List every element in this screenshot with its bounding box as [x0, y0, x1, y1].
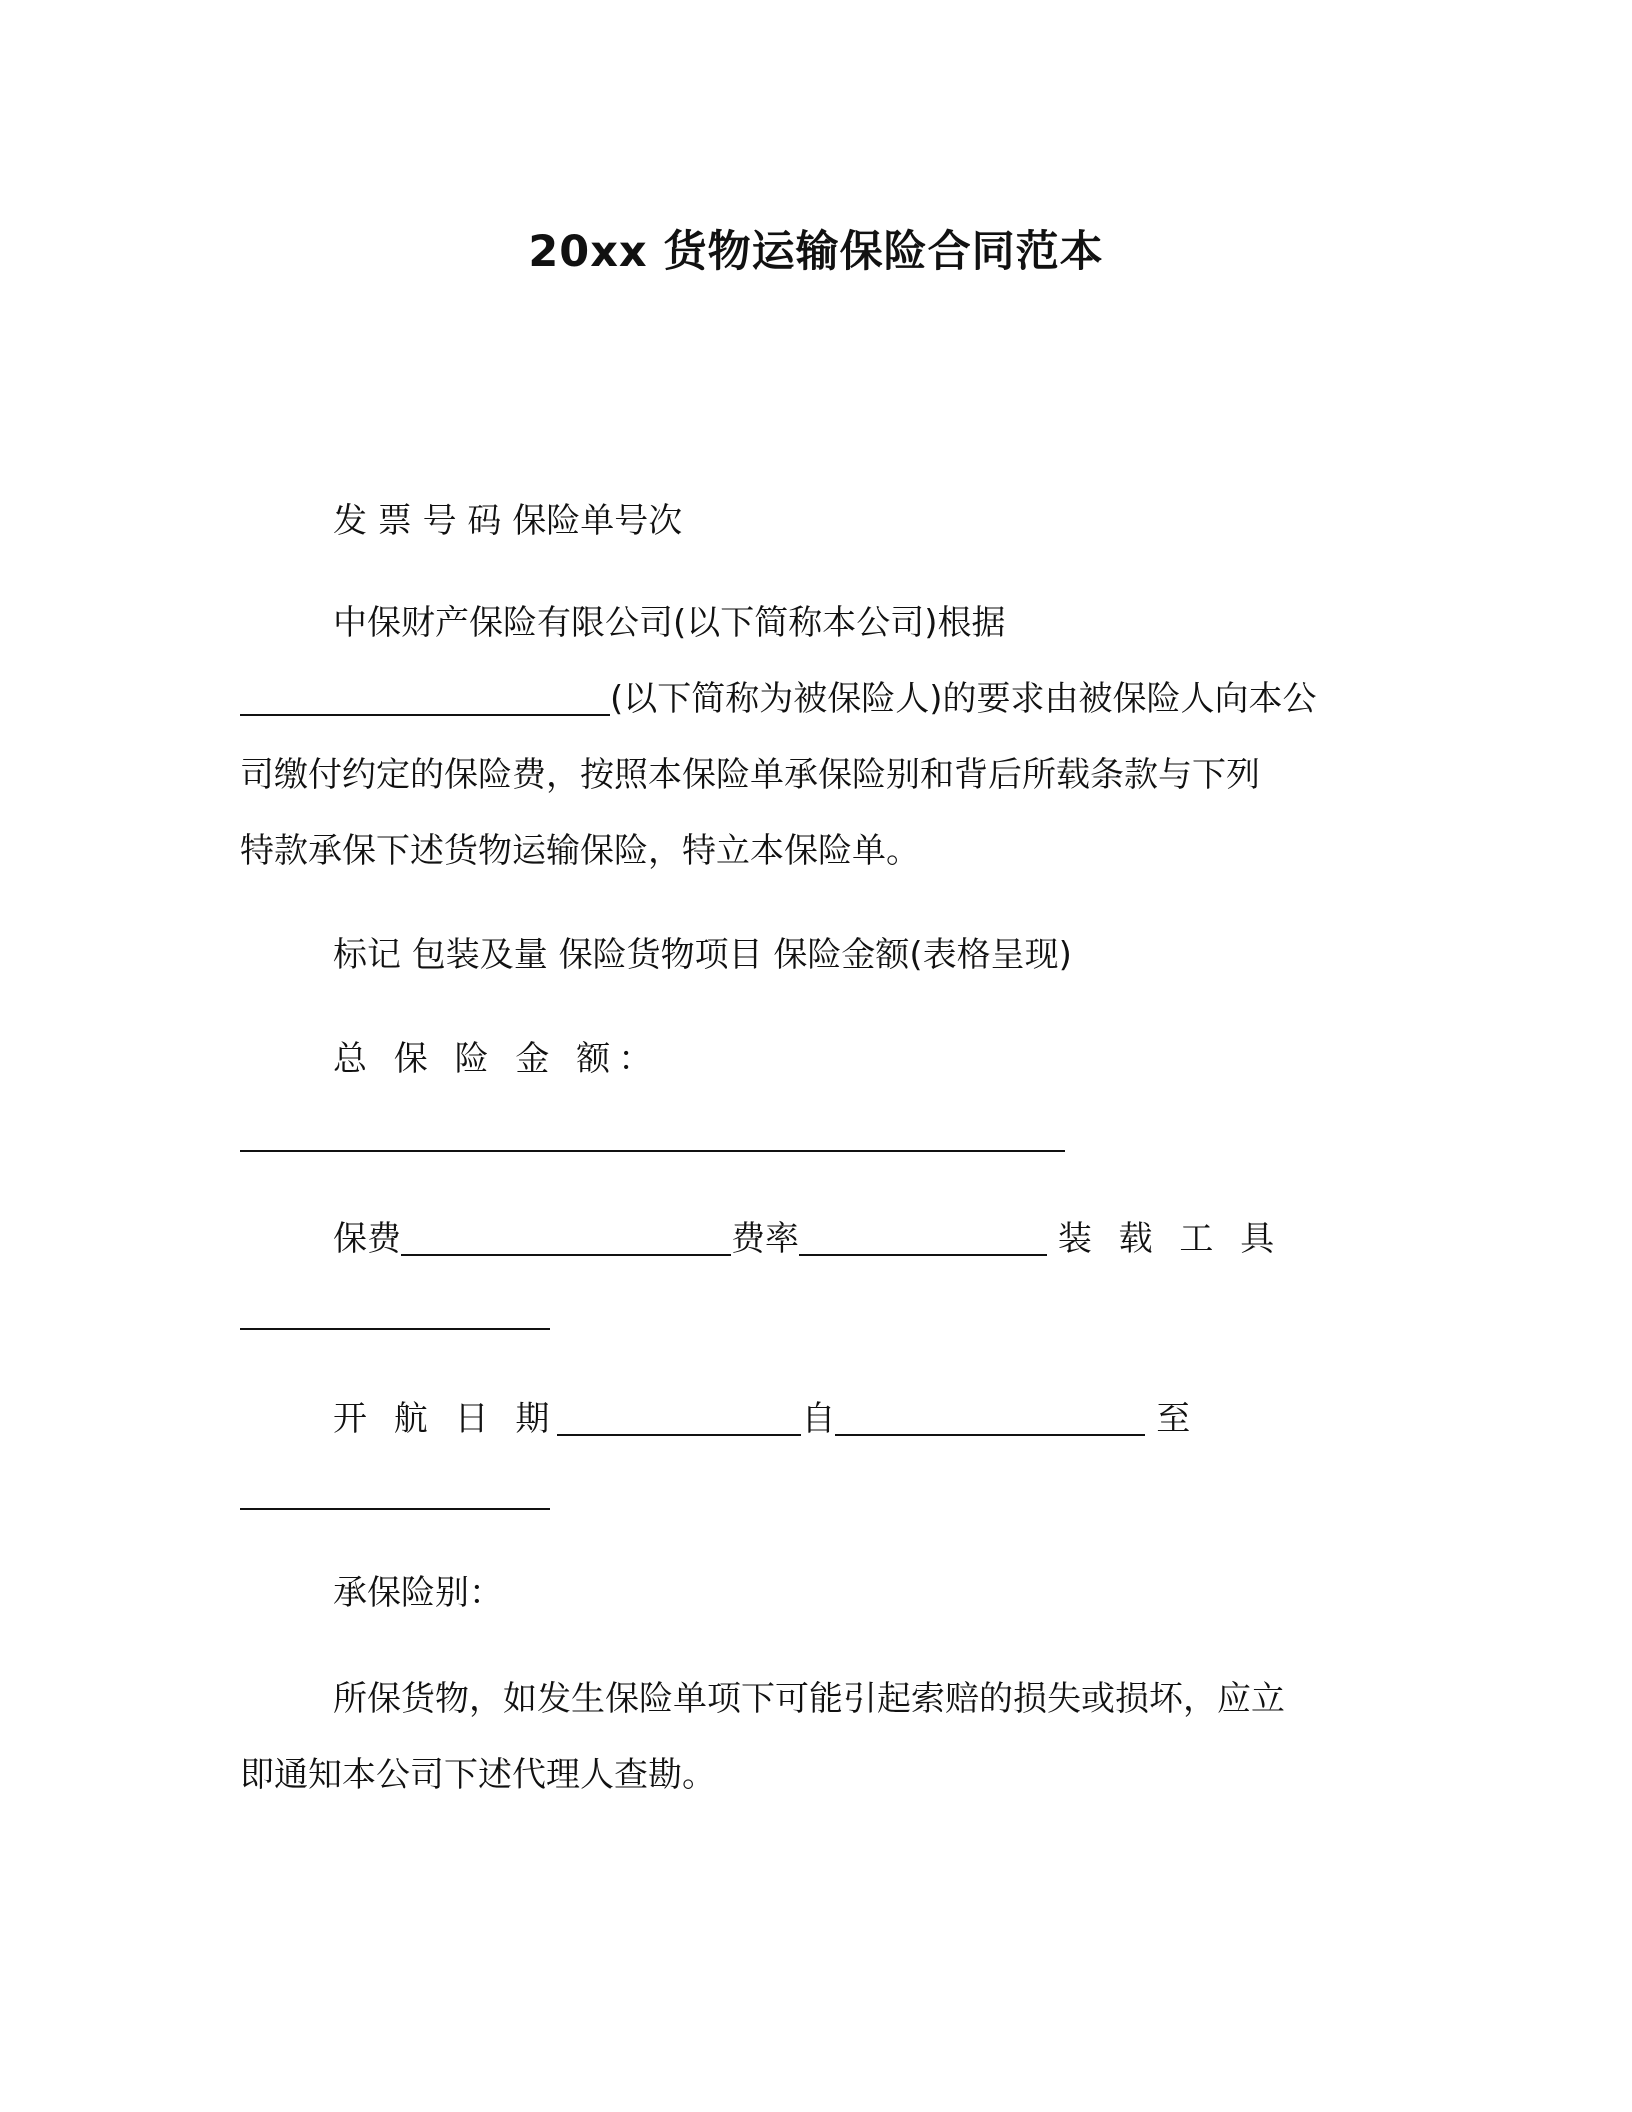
document-title: 20xx 货物运输保险合同范本 — [528, 227, 1104, 277]
coverage-label: 承保险别： — [333, 1573, 503, 1613]
insured-name-blank[interactable] — [240, 678, 610, 716]
intro-line-3: 司缴付约定的保险费，按照本保险单承保险别和背后所载条款与下列 — [240, 755, 1260, 795]
from-blank[interactable] — [835, 1398, 1145, 1436]
departure-date-label: 开 航 日 期 — [333, 1399, 558, 1439]
to-blank[interactable] — [240, 1508, 550, 1510]
departure-line — [333, 1396, 1190, 1442]
premium-blank[interactable] — [401, 1218, 731, 1256]
from-label: 自 — [801, 1399, 836, 1439]
rate-blank[interactable] — [799, 1218, 1047, 1256]
total-amount-blank[interactable] — [240, 1150, 1065, 1152]
rate-label: 费率 — [731, 1219, 799, 1259]
intro-line-4: 特款承保下述货物运输保险，特立本保险单。 — [240, 831, 920, 871]
intro-line-2-text: (以下简称为被保险人)的要求由被保险人向本公 — [610, 679, 1317, 719]
total-amount-label: 总 保 险 金 额： — [333, 1039, 661, 1079]
intro-line-1: 中保财产保险有限公司(以下简称本公司)根据 — [333, 603, 1006, 643]
vehicle-label: 装 载 工 具 — [1057, 1219, 1283, 1259]
notice-line-2: 即通知本公司下述代理人查勘。 — [240, 1755, 716, 1795]
cargo-table-header: 标记 包装及量 保险货物项目 保险金额(表格呈现) — [333, 935, 1072, 975]
invoice-number-line: 发 票 号 码 保险单号次 — [333, 501, 683, 541]
premium-label: 保费 — [333, 1219, 401, 1259]
premium-line — [333, 1216, 1282, 1262]
intro-line-2 — [240, 676, 1317, 722]
departure-date-blank[interactable] — [557, 1398, 801, 1436]
to-label: 至 — [1156, 1399, 1191, 1439]
vehicle-blank[interactable] — [240, 1328, 550, 1330]
notice-line-1: 所保货物，如发生保险单项下可能引起索赔的损失或损坏，应立 — [333, 1679, 1285, 1719]
